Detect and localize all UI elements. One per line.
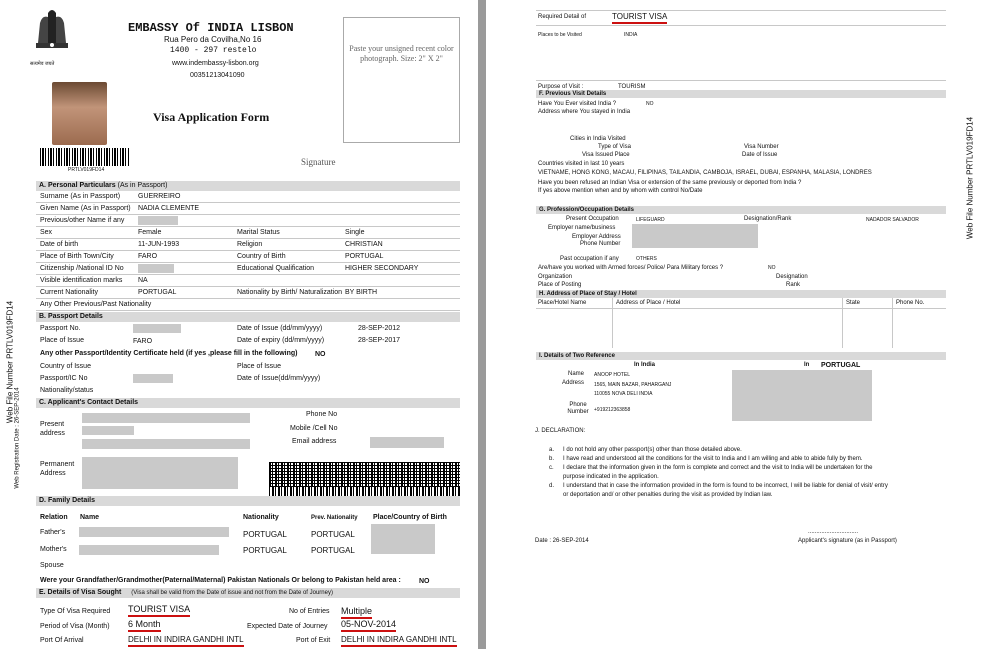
personal-label2-5: Country of Birth [237,253,286,260]
side-file-number: Web File Number PRTLV019FD14 [5,300,15,424]
visa-period-label: Period of Visa (Month) [40,623,110,630]
father-name-value [79,527,229,537]
reference-in-label: In [804,362,810,368]
occupation-value: LIFEGUARD [636,217,665,223]
designation-label: Designation [776,274,808,280]
declaration-letter: a. [549,447,555,453]
spouse-label: Spouse [40,562,64,569]
personal-value-8: PORTUGAL [138,289,177,296]
personal-label2-4: Religion [237,241,263,248]
places-visited-label: Places to be Visited [538,32,582,38]
other-passport-question: Any other Passport/Identity Certificate held (if yes ,please fill in the following) [40,350,298,357]
row-divider [36,250,460,251]
father-nationality: PORTUGAL [243,530,287,539]
armed-forces-answer: NO [768,265,776,271]
date-of-issue-value: 28-SEP-2012 [358,325,401,332]
applicant-photo [52,82,107,145]
col-place-of-birth: Place/Country of Birth [373,514,447,521]
passport-no-value [133,324,181,333]
permanent-address-label: Permanent Address [40,461,75,477]
previous-visa-type-label: Type of Visa [598,144,631,150]
personal-value-7: NA [138,277,148,284]
hotel-phone-col: Phone No. [896,300,925,306]
email-label: Email address [292,438,337,445]
permanent-address-value [82,457,238,489]
passport-ic-label: Passport/IC No [40,375,88,382]
row-divider [36,298,460,299]
applicant-signature-label: Applicant's signature (as in Passport) [798,538,897,544]
journey-date-label: Expected Date of Journey [247,623,328,630]
past-occupation-label: Past occupation if any [560,256,619,262]
personal-label-0: Surname (As in Passport) [40,193,121,200]
rank-label: Rank [786,282,801,288]
section-i-header: I. Details of Two Reference [536,352,946,360]
hotel-state-col: State [846,300,861,306]
port-arrival-label: Port Of Arrival [40,637,84,644]
country-of-issue-label: Country of Issue [40,363,91,370]
ashoka-emblem-icon [30,5,74,61]
photo-placeholder-box [343,17,460,143]
passport-ic-value [133,374,173,383]
countries-last-10-label: Countries visited in last 10 years [538,161,625,167]
father-place-of-birth [371,524,435,554]
hotel-name-col: Place/Hotel Name [538,300,587,306]
col-name: Name [80,514,100,521]
declaration-text: I do not hold any other passport(s) other than those detailed above. [563,447,742,453]
mobile-label: Mobile /Cell No [290,425,338,432]
declaration-letter: c. [549,465,554,471]
present-address-line2 [82,426,134,435]
personal-label2-6: Educational Qualification [237,265,315,272]
side-registration-date: Web Registration Date : 26-SEP-2014 [14,387,21,489]
required-detail-value: TOURIST VISA [612,12,667,24]
reference-address-label: Address [562,380,585,386]
passport-no-label: Passport No. [40,325,81,332]
date-of-expiry-label: Date of expiry (dd/mm/yyyy) [237,337,325,344]
row-divider [36,214,460,215]
personal-label-9: Any Other Previous/Past Nationality [40,301,152,308]
place-of-issue2-label: Place of Issue [237,363,281,370]
reference-india-header: In India [634,362,655,368]
personal-label2-3: Marital Status [237,229,280,236]
declaration-text: or deportation and/ or other penalties during the visit as provided by Indian law. [563,492,773,498]
reference-phone-label: Phone Number [567,402,589,415]
reference-portugal-details [732,370,872,421]
section-f-header: F. Previous Visit Details [536,90,946,98]
qr-code [269,462,460,487]
visa-period-value: 6 Month [128,619,161,632]
cities-visited-label: Cities in India Visited [570,136,626,142]
occupation-label: Present Occupation [566,216,619,222]
employer-name-label: Employer name/business [548,225,616,231]
declaration-date: Date : 26-SEP-2014 [535,538,589,544]
barcode [40,148,130,166]
personal-value-3: Female [138,229,162,236]
col-prev-nationality: Prev. Nationality [311,515,358,521]
hotel-address-col: Address of Place / Hotel [616,300,681,306]
visited-india-question: Have You Ever visited India ? [538,101,617,107]
mother-label: Mother's [40,546,67,553]
designation-rank-value: NADADOR SALVADOR [866,217,919,223]
emblem-caption: सत्यमेव जयते [30,61,55,67]
barcode-text: PRTLV019FD14 [68,167,105,173]
personal-label-2: Previous/other Name if any [40,217,125,224]
date-of-expiry-value: 28-SEP-2017 [358,337,401,344]
redacted-field [138,216,178,225]
port-arrival-value: DELHI IN INDIRA GANDHI INTL [128,635,244,647]
col-nationality: Nationality [243,514,279,521]
present-address-line3 [82,439,250,449]
visa-issued-place-label: Visa Issued Place [582,152,630,158]
places-visited-value: INDIA [624,32,638,38]
port-exit-label: Port of Exit [296,637,331,644]
personal-value-5: FARO [138,253,158,260]
father-prev-nationality: PORTUGAL [311,530,355,539]
armed-forces-question: Are/have you worked with Armed forces/ Police/ Para Military forces ? [538,265,724,271]
nationality-status-label: Nationality/status [40,387,94,394]
qr-code-lower [269,487,460,496]
refused-visa-question: Have you been refused an Indian Visa or extension of the same previously or deported from India ? [538,180,802,186]
reference-address-line1: 1565, MAIN BAZAR, PAHARGANJ [594,382,672,388]
col-relation: Relation [40,514,68,521]
reference-name-value: ANOOP HOTEL [594,372,631,378]
photo-instructions: Paste your unsigned recent color photograph. Size: 2" X 2" [349,44,454,63]
visa-date-of-issue-label: Date of Issue [742,152,778,158]
reference-phone-value: +919212363858 [594,407,631,413]
declaration-text: I have read and understood all the conditions for the visit to India and I am willing and able to abide fully by them. [563,456,863,462]
place-of-issue-label: Place of Issue [40,337,84,344]
entries-value: Multiple [341,606,372,619]
embassy-address-line1: Rua Pero da Covilha,No 16 [164,35,262,44]
embassy-name: EMBASSY Of INDIA LISBON [128,21,294,35]
phone-label: Phone No [306,411,338,418]
personal-label-1: Given Name (As in Passport) [40,205,131,212]
section-e-header: E. Details of Visa Sought (Visa shall be valid from the Date of issue and not from the Date of Journey) [36,588,460,598]
personal-value2-4: CHRISTIAN [345,241,383,248]
personal-label2-8: Nationality by Birth/ Naturalization [237,289,343,296]
personal-value-1: NADIA CLEMENTE [138,205,200,212]
row-divider [36,238,460,239]
reference-address-line2: 110055 NOVA DELI INDIA [594,391,653,397]
port-exit-value: DELHI IN INDIRA GANDHI INTL [341,635,457,647]
employer-address-label: Employer Address [572,234,621,240]
employer-phone-label: Phone Number [580,241,621,247]
redacted-field [138,264,174,273]
email-value [370,437,444,448]
section-d-header: D. Family Details [36,496,460,506]
reference-country-header: PORTUGAL [821,362,861,369]
section-h-header: H. Address of Place of Stay / Hotel [536,290,946,298]
row-divider [36,262,460,263]
form-page-1 [0,0,478,649]
visa-number-label: Visa Number [744,144,779,150]
declaration-title: J. DECLARATION: [535,428,586,434]
journey-date-value: 05-NOV-2014 [341,619,396,632]
pakistan-answer: NO [419,578,430,585]
personal-value2-6: HIGHER SECONDARY [345,265,419,272]
present-address-label: Present address [40,421,65,437]
other-passport-answer: NO [315,351,326,358]
side-file-number-p2: Web File Number PRTLV019FD14 [965,116,975,240]
personal-label-7: Visible identification marks [40,277,123,284]
entries-label: No of Entries [289,608,330,615]
personal-value2-5: PORTUGAL [345,253,384,260]
row-divider [36,310,460,311]
declaration-text: purpose indicated in the application. [563,474,659,480]
declaration-text: I declare that the information given in the form is complete and correct and the visit to India will be undertaken for the [563,465,873,471]
countries-visited-value: VIETNAME, HONG KONG, MACAU, FILIPINAS, TAILANDIA, CAMBOJA, ISRAEL, DUBAI, ESPANHA, MALASIA, LONDRES [538,170,872,176]
visited-india-answer: NO [646,101,654,107]
present-address-line1 [82,413,250,423]
mother-nationality: PORTUGAL [243,546,287,555]
organization-label: Organization [538,274,573,280]
personal-value2-8: BY BIRTH [345,289,378,296]
embassy-address-line2: 1400 - 297 restelo [170,46,257,55]
personal-value-4: 11-JUN-1993 [138,241,180,248]
form-title: Visa Application Form [153,110,270,124]
section-g-header: G. Profession/Occupation Details [536,206,946,214]
form-page-2 [486,0,984,649]
declaration-letter: d. [549,483,555,489]
date-of-issue2-label: Date of Issue(dd/mm/yyyy) [237,375,321,382]
signature-label: Signature [301,157,336,167]
stayed-address-label: Address where You stayed in India [538,109,631,115]
visa-type-value: TOURIST VISA [128,604,190,617]
past-occupation-value: OTHERS [636,256,657,262]
personal-value2-3: Single [345,229,365,236]
section-b-header: B. Passport Details [36,312,460,322]
personal-label-8: Current Nationality [40,289,98,296]
purpose-label: Purpose of Visit : [538,84,584,90]
date-of-issue-label: Date of Issue (dd/mm/yyyy) [237,325,323,332]
personal-label-3: Sex [40,229,53,236]
visa-type-label: Type Of Visa Required [40,608,111,615]
declaration-letter: b. [549,456,555,462]
embassy-website: www.indembassy-lisbon.org [172,60,259,67]
personal-label-5: Place of Birth Town/City [40,253,114,260]
pakistan-question: Were your Grandfather/Grandmother(Paternal/Maternal) Pakistan Nationals Or belong to Pakistan held area : [40,577,401,584]
mother-name-value [79,545,219,555]
row-divider [36,274,460,275]
employer-details-value [632,224,758,248]
row-divider [36,202,460,203]
row-divider [36,226,460,227]
row-divider [36,286,460,287]
designation-rank-label: Designation/Rank [744,216,792,222]
required-detail-label: Required Detail of [538,14,587,20]
section-a-header: A. Personal Particulars (As in Passport) [36,181,460,191]
purpose-value: TOURISM [618,84,646,90]
personal-value-0: GUERREIRO [138,193,181,200]
reference-name-label: Name [568,371,585,377]
declaration-text: I understand that in case the information provided in the form is found to be incorrect, I will be liable for denial of visit/ entry [563,483,888,489]
place-of-posting-label: Place of Posting [538,282,582,288]
personal-label-4: Date of birth [40,241,79,248]
refused-details-label: If yes above mention when and by whom with control No/Date [538,188,703,194]
father-label: Father's [40,529,66,536]
place-of-issue-value: FARO [133,338,153,345]
section-c-header: C. Applicant's Contact Details [36,398,460,408]
signature-dots: .............................. [808,529,859,535]
embassy-phone: 00351213041090 [190,72,245,79]
mother-prev-nationality: PORTUGAL [311,546,355,555]
personal-label-6: Citizenship /National ID No [40,265,124,272]
